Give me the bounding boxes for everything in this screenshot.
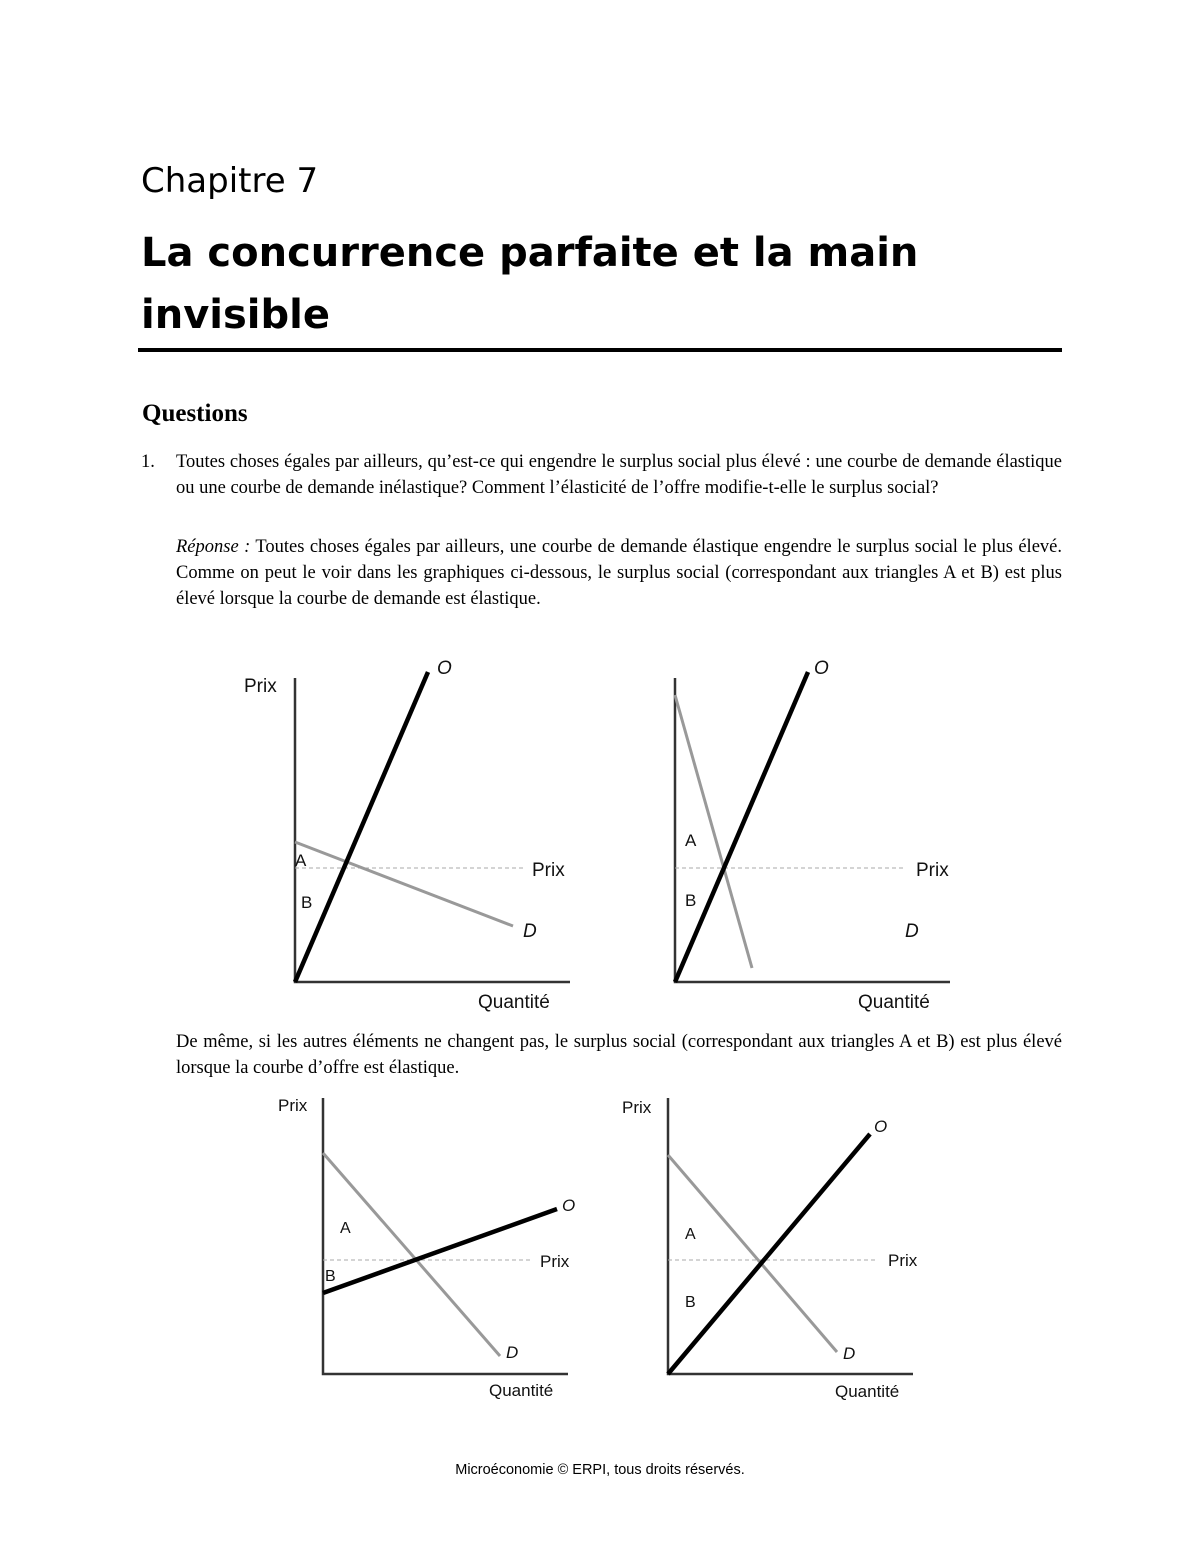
axes <box>323 1098 568 1374</box>
price-label: Prix <box>916 860 949 881</box>
supply-paragraph: De même, si les autres éléments ne changent pas, le surplus social (correspondant aux triangles A et B) est plus élevé lorsque la courbe d’offre est élastique. <box>176 1032 1062 1078</box>
demand-label: D <box>506 1343 519 1362</box>
footer: Microéconomie © ERPI, tous droits réservés. <box>455 1462 745 1478</box>
supply-line <box>295 672 428 982</box>
chapter-label: Chapitre 7 <box>141 161 319 201</box>
chart-inelastic-supply <box>270 1090 590 1410</box>
price-label: Prix <box>532 860 565 881</box>
demand-line <box>323 1153 500 1356</box>
demand-line <box>668 1155 837 1352</box>
chart-elastic-supply <box>615 1090 935 1410</box>
demand-line <box>295 842 513 926</box>
region-b-label: B <box>325 1268 336 1285</box>
y-axis-label: Prix <box>622 1098 652 1117</box>
supply-line <box>323 1209 557 1293</box>
answer-label: Réponse : <box>176 537 251 557</box>
region-a-label: A <box>295 851 307 870</box>
region-b-label: B <box>685 1294 696 1311</box>
title-rule <box>138 348 1062 352</box>
region-a-label: A <box>685 831 697 850</box>
supply-label: O <box>814 658 829 679</box>
x-axis-label: Quantité <box>858 992 930 1013</box>
demand-label: D <box>523 921 537 942</box>
demand-label: D <box>905 921 919 942</box>
chart-inelastic-demand <box>610 650 970 1020</box>
answer-paragraph <box>176 534 1062 612</box>
x-axis-label: Quantité <box>835 1382 900 1401</box>
price-label: Prix <box>540 1252 570 1271</box>
question-text: Toutes choses égales par ailleurs, qu’est-ce qui engendre le surplus social plus élevé : une courbe de demande élastique ou une courbe de demande inélastique? Comment l’élasticité de l’offre modifie-t-elle le surplus social? <box>176 452 1062 498</box>
section-heading: Questions <box>142 400 248 427</box>
x-axis-label: Quantité <box>478 992 550 1013</box>
region-b-label: B <box>685 891 697 910</box>
y-axis-label: Prix <box>244 676 277 697</box>
price-label: Prix <box>888 1251 918 1270</box>
supply-line <box>668 1134 870 1374</box>
supply-label: O <box>562 1196 576 1215</box>
region-b-label: B <box>301 893 313 912</box>
y-axis-label: Prix <box>278 1096 308 1115</box>
chart-elastic-demand <box>230 650 590 1020</box>
page-title: La concurrence parfaite et la main invisible <box>141 230 919 338</box>
answer-text: Toutes choses égales par ailleurs, une courbe de demande élastique engendre le surplus social le plus élevé. Comme on peut le voir dans les graphiques ci-dessous, le surplus social (correspondant aux triangles A et B) est plus élevé lorsque la courbe de demande est élastique. <box>176 537 1062 609</box>
question-number: 1. <box>141 452 155 472</box>
supply-label: O <box>437 658 452 679</box>
region-a-label: A <box>340 1220 351 1237</box>
supply-label: O <box>874 1117 888 1136</box>
region-a-label: A <box>685 1226 696 1243</box>
x-axis-label: Quantité <box>489 1381 554 1400</box>
demand-label: D <box>843 1344 856 1363</box>
